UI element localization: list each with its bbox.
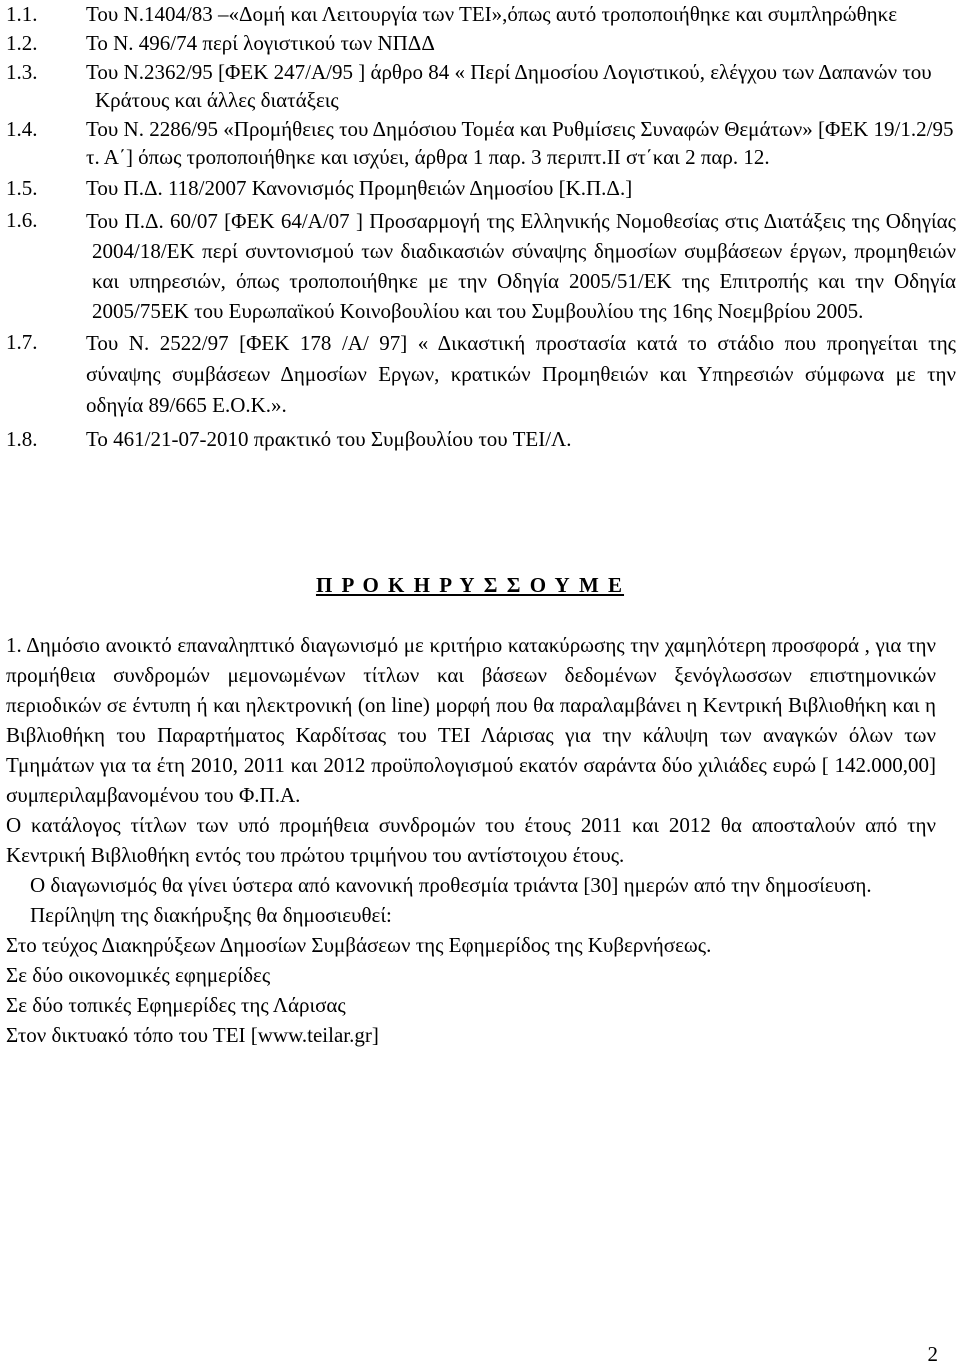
list-item-text: Του Ν.2362/95 [ΦΕΚ 247/Α/95 ] άρθρο 84 « Περί Δημοσίου Λογιστικού, ελέγχου των Δαπανών του Κράτους και άλλες διατάξεις — [86, 60, 932, 112]
list-item-text: Το 461/21-07-2010 πρακτικό του Συμβουλίου του ΤΕΙ/Λ. — [86, 427, 572, 451]
publication-item: Στο τεύχος Διακηρύξεων Δημοσίων Συμβάσεων της Εφημερίδος της Κυβερνήσεως. — [6, 933, 712, 957]
list-item-number: 1.5. — [6, 176, 38, 200]
publication-item: Στον δικτυακό τόπο του ΤΕΙ [www.teilar.gr] — [6, 1023, 379, 1047]
paragraph-deadline: Ο διαγωνισμός θα γίνει ύστερα από κανονική προθεσμία τριάντα [30] ημερών από την δημοσίευση. — [30, 873, 872, 897]
list-item-number: 1.7. — [6, 330, 38, 354]
publication-item: Σε δύο οικονομικές εφημερίδες — [6, 963, 271, 987]
list-item-text: Του Π.Δ. 60/07 [ΦΕΚ 64/Α/07 ] Προσαρμογή της Ελληνικής Νομοθεσίας στις Διατάξεις της Οδηγίας 2004/18/ΕΚ περί συντονισμού των διαδικασιών σύναψης δημοσίων συμβάσεων έργων, προμηθειών και υπηρεσιών, όπως τροποποιήθηκε με την Οδηγία 2005/51/ΕΚ της Επιτροπής και την Οδηγία 2005/75ΕΚ του Ευρωπαϊκού Κοινοβουλίου και του Συμβουλίου της 16ης Νοεμβρίου 2005. — [86, 209, 956, 323]
list-item — [6, 425, 956, 453]
publication-item: Σε δύο τοπικές Εφημερίδες της Λάρισας — [6, 993, 346, 1017]
list-item-number: 1.2. — [6, 31, 38, 55]
paragraph-main: 1. Δημόσιο ανοικτό επαναληπτικό διαγωνισμό με κριτήριο κατακύρωσης την χαμηλότερη προσφορά , για την προμήθεια συνδρομών μεμονωμένων τίτλων και βάσεων δεδομένων ξενόγλωσσων επιστημονικών περιοδικών σε έντυπη ή και ηλεκτρονική (on line) μορφή που θα παραλαμβάνει η Κεντρική Βιβλιοθήκη και η Βιβλιοθήκη του Παραρτήματος Καρδίτσας του ΤΕΙ Λάρισας για την κάλυψη των αναγκών όλων των Τμημάτων για τα έτη 2010, 2011 και 2012 προϋπολογισμού εκατόν σαράντα δύο χιλιάδες ευρώ [ 142.000,00] συμπεριλαμβανομένου του Φ.Π.Α. — [6, 633, 936, 807]
page-number: 2 — [927, 1342, 938, 1366]
list-item — [6, 58, 956, 114]
list-item — [6, 206, 956, 326]
list-item-number: 1.3. — [6, 60, 38, 84]
list-item — [6, 115, 956, 171]
list-item — [6, 29, 956, 57]
paragraph-summary-intro: Περίληψη της διακήρυξης θα δημοσιευθεί: — [30, 903, 392, 927]
announcement-body — [6, 630, 936, 1050]
page-heading: Π Ρ Ο Κ Η Ρ Υ Σ Σ Ο Υ Μ Ε — [315, 573, 625, 597]
list-item — [6, 174, 956, 202]
list-item-number: 1.4. — [6, 117, 38, 141]
list-item — [6, 328, 956, 421]
list-item-number: 1.8. — [6, 427, 38, 451]
list-item-text: Του Π.Δ. 118/2007 Κανονισμός Προμηθειών Δημοσίου [Κ.Π.Δ.] — [86, 176, 633, 200]
list-item-text: Το Ν. 496/74 περί λογιστικού των ΝΠΔΔ — [86, 31, 435, 55]
list-item-text: Του Ν. 2286/95 «Προμήθειες του Δημόσιου Τομέα και Ρυθμίσεις Συναφών Θεμάτων» [ΦΕΚ 19/1.2/95 τ. Α΄] όπως τροποποιήθηκε και ισχύει, άρθρα 1 παρ. 3 περιπτ.ΙΙ στ΄και 2 παρ. 12. — [86, 117, 954, 169]
list-item — [6, 0, 956, 28]
list-item-text: Του Ν. 2522/97 [ΦΕΚ 178 /Α/ 97] « Δικαστική προστασία κατά το στάδιο που προηγείται της σύναψης συμβάσεων Δημοσίων Εργων, κρατικών Προμηθειών και Υπηρεσιών σύμφωνα με την οδηγία 89/665 Ε.Ο.Κ.». — [86, 331, 956, 417]
paragraph-catalogue: Ο κατάλογος τίτλων των υπό προμήθεια συνδρομών του έτους 2011 και 2012 θα αποσταλούν από την Κεντρική Βιβλιοθήκη εντός του πρώτου τριμήνου του αντίστοιχου έτους. — [6, 813, 936, 867]
legal-basis-list — [6, 0, 956, 453]
list-item-number: 1.6. — [6, 208, 38, 232]
list-item-number: 1.1. — [6, 2, 38, 26]
list-item-text: Του Ν.1404/83 –«Δομή και Λειτουργία των ΤΕΙ»,όπως αυτό τροποποιήθηκε και συμπληρώθηκε — [86, 2, 898, 26]
